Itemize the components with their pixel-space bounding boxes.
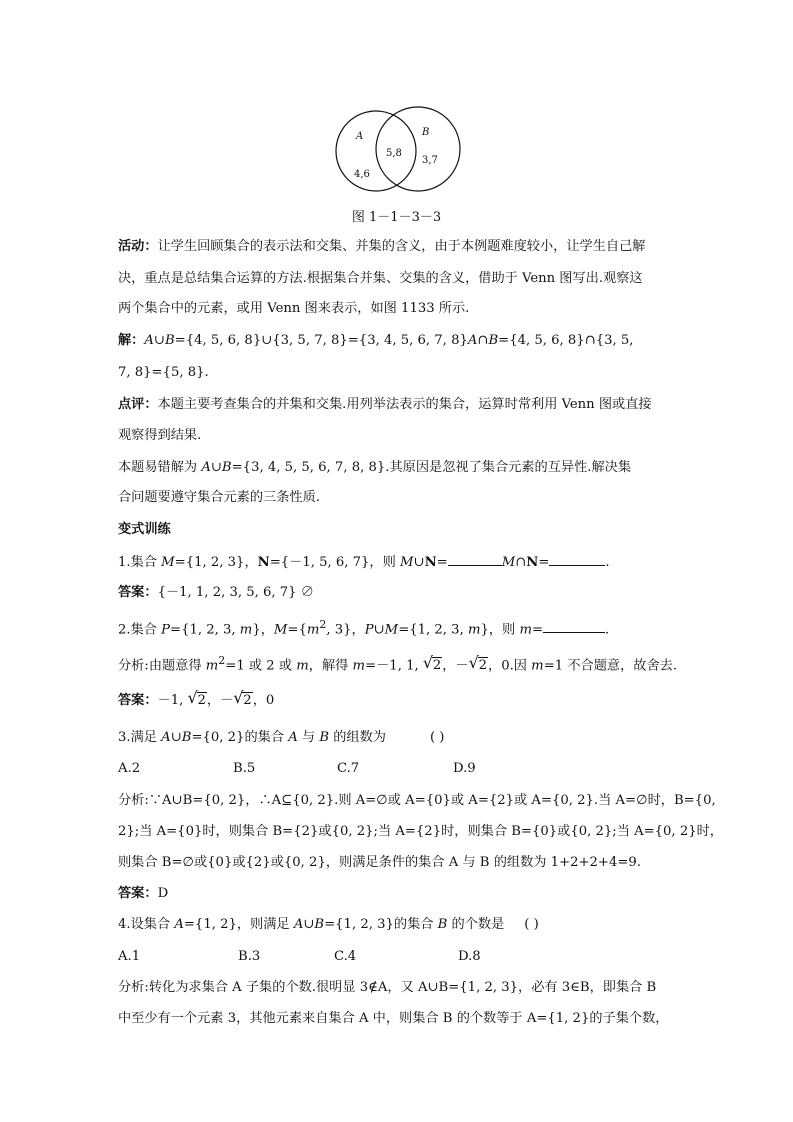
error-note-line-1 — [118, 459, 678, 477]
options-3 — [118, 760, 678, 778]
var-a: A — [288, 730, 298, 745]
union-result: ={4, 5, 6, 8}∪{3, 5, 7, 8}={3, 4, 5, 6, 7, 8} — [174, 333, 468, 348]
analysis-3-line-3: 则集合 B=∅或{0}或{2}或{0, 2}，则满足条件的集合 A 与 B 的组数为 1+2+2+4=9. — [118, 855, 641, 870]
analysis-3-line-2: 2};当 A={0}时，则集合 B={2}或{0, 2};当 A={2}时，则集合 B={0}或{0, 2};当 A={0, 2}时， — [118, 824, 723, 839]
analysis-3-line-1: 分析:∵A∪B={0, 2}，∴A⊆{0, 2}.则 A=∅或 A={0}或 A={2}或 A={0, 2}.当 A=∅时，B={0, — [118, 793, 716, 808]
q2-text: }， — [252, 622, 274, 638]
var-b: B — [488, 333, 499, 348]
period: . — [605, 555, 610, 570]
option-a: A.2 — [118, 761, 141, 776]
comment-label: 点评： — [118, 397, 158, 412]
sqrt-2: √ 2 — [468, 653, 488, 674]
comment-line-2: 观察得到结果. — [118, 428, 202, 443]
option-c: C.4 — [334, 949, 357, 964]
var-p: P — [161, 622, 171, 638]
q2-text: ={1, 2, 3, — [398, 622, 468, 638]
analysis-text: =1 不合题意，故舍去. — [543, 658, 678, 674]
union-symbol: ∪ — [170, 730, 182, 745]
option-d: D.8 — [458, 949, 481, 964]
a-only-elements: 4,6 — [354, 169, 370, 180]
q4-text: 4.设集合 — [118, 917, 175, 932]
var-b: B — [181, 730, 192, 745]
radicand: 2 — [432, 658, 442, 674]
var-a: A — [293, 917, 304, 932]
var-m: M — [161, 555, 175, 570]
var-m: m — [205, 658, 219, 674]
analysis-text: 分析:由题意得 — [118, 658, 206, 674]
var-b: B — [319, 730, 330, 745]
var-a: A — [201, 460, 211, 475]
analysis-text: ，解得 — [308, 658, 353, 674]
q4-text: ={1, 2, 3}的集合 — [324, 917, 438, 932]
set-a-label: A — [356, 131, 364, 142]
answer-1 — [118, 584, 678, 602]
sqrt-2: √ 2 — [422, 653, 442, 674]
union-symbol: ∪ — [373, 622, 385, 638]
analysis-2 — [118, 652, 678, 675]
answer-text: {－1, 1, 2, 3, 5, 6, 7} ∅ — [157, 585, 314, 600]
var-p: P — [364, 622, 374, 638]
var-a: A — [174, 917, 184, 932]
var-m: m — [296, 658, 309, 674]
answer-blank — [549, 553, 605, 566]
var-b: B — [164, 333, 175, 348]
set-b-label: B — [422, 127, 430, 138]
option-d: D.9 — [453, 761, 476, 776]
radicand: 2 — [478, 658, 488, 674]
var-m: M — [400, 555, 414, 570]
equals: = — [538, 555, 550, 570]
error-note-text: ={3, 4, 5, 5, 6, 7, 8, 8}.其原因是忽视了集合元素的互异性.解决集 — [231, 460, 632, 475]
exponent: 2 — [218, 654, 226, 667]
union-symbol: ∪ — [210, 460, 222, 475]
radicand: 2 — [197, 693, 206, 708]
var-n: N — [526, 555, 539, 570]
question-4 — [118, 916, 678, 934]
union-symbol: ∪ — [413, 555, 425, 570]
intersection-symbol: ∩ — [477, 333, 489, 348]
q1-text: ={1, 2, 3}， — [174, 555, 258, 570]
var-n: N — [257, 555, 270, 570]
answer-label: 答案： — [118, 886, 158, 901]
answer-2 — [118, 688, 678, 710]
answer-paren: ( ) — [524, 917, 539, 932]
comment-text-1: 本题主要考查集合的并集和交集.用列举法表示的集合，运算时常利用 Venn 图或直接 — [157, 397, 652, 412]
var-a: A — [467, 333, 478, 348]
q2-text: 2.集合 — [118, 622, 162, 638]
q3-text: 与 — [297, 730, 320, 745]
venn-diagram — [330, 105, 466, 195]
answer-3 — [118, 885, 678, 903]
comment-line-1 — [118, 396, 678, 414]
sqrt-2: √ 2 — [187, 688, 206, 708]
q3-text: 3.满足 — [118, 730, 162, 745]
exponent: 2 — [319, 618, 327, 631]
q2-text: }，则 — [480, 622, 520, 638]
q4-text: ={1, 2}，则满足 — [183, 917, 294, 932]
activity-line-2: 决，重点是总结集合运算的方法.根据集合并集、交集的含义，借助于 Venn 图写出.观察这 — [118, 271, 643, 286]
union-symbol: ∪ — [303, 917, 315, 932]
b-only-elements: 3,7 — [422, 155, 438, 166]
q4-text: 的个数是 — [447, 917, 505, 932]
venn-diagram-svg — [330, 105, 466, 195]
period: . — [605, 622, 610, 638]
answer-blank — [543, 620, 605, 633]
var-a: A — [161, 730, 171, 745]
q2-text: ={1, 2, 3, — [170, 622, 240, 638]
activity-label: 活动： — [118, 239, 158, 254]
answer-text: －1, — [157, 693, 188, 708]
equals: = — [531, 622, 544, 638]
q1-text: ={－1, 5, 6, 7}，则 — [269, 555, 401, 570]
solution-label: 解： — [118, 333, 145, 348]
sqrt-2: √ 2 — [233, 688, 252, 708]
answer-text: D — [157, 886, 169, 901]
var-m: m — [352, 658, 366, 674]
q1-text: 1.集合 — [118, 555, 162, 570]
answer-blank — [448, 553, 502, 566]
intersection-elements: 5,8 — [386, 148, 402, 159]
answer-text: ，0 — [252, 693, 275, 708]
activity-line-1 — [118, 238, 678, 256]
var-m: m — [467, 622, 481, 638]
option-a: A.1 — [118, 949, 141, 964]
var-b: B — [221, 460, 232, 475]
option-b: B.5 — [233, 761, 256, 776]
analysis-4-line-2: 中至少有一个元素 3，其他元素来自集合 A 中，则集合 B 的个数等于 A={1, 2}的子集个数， — [118, 1011, 669, 1026]
q2-text: , 3}， — [326, 622, 365, 638]
var-a: A — [144, 333, 154, 348]
solution-line-1 — [118, 332, 678, 350]
analysis-text: =1 或 2 或 — [225, 658, 297, 674]
var-m: M — [501, 555, 516, 570]
question-3 — [118, 729, 678, 747]
activity-text-1: 让学生回顾集合的表示法和交集、并集的含义，由于本例题难度较小，让学生自己解 — [157, 239, 646, 254]
equals: = — [436, 555, 448, 570]
solution-line-2: 7, 8}={5, 8}. — [118, 365, 209, 380]
q3-text: ={0, 2}的集合 — [191, 730, 289, 745]
figure-caption: 图 1－1－3－3 — [351, 210, 442, 225]
var-n: N — [424, 555, 437, 570]
activity-line-3: 两个集合中的元素，或用 Venn 图来表示，如图 1133 所示. — [118, 301, 470, 316]
var-b: B — [437, 917, 448, 932]
options-4 — [118, 948, 678, 966]
q2-text: ={ — [287, 622, 307, 638]
analysis-text: =－1, 1, — [365, 658, 423, 674]
question-1 — [118, 553, 678, 572]
var-m: m — [519, 622, 532, 638]
var-m: M — [384, 622, 399, 638]
answer-label: 答案： — [118, 693, 158, 708]
option-c: C.7 — [337, 761, 360, 776]
union-symbol: ∪ — [153, 333, 165, 348]
intersection-symbol: ∩ — [515, 555, 527, 570]
question-2 — [118, 616, 678, 639]
intersection-expr: ={4, 5, 6, 8}∩{3, 5, — [498, 333, 634, 348]
answer-text: ，－ — [206, 693, 234, 708]
section-title: 变式训练 — [118, 522, 171, 537]
var-m: m — [531, 658, 544, 674]
answer-paren: ( ) — [429, 730, 445, 745]
var-b: B — [314, 917, 325, 932]
var-m: m — [239, 622, 253, 638]
var-m: M — [273, 622, 288, 638]
analysis-text: ，0.因 — [488, 658, 532, 674]
analysis-text: ，－ — [442, 658, 469, 674]
answer-label: 答案： — [118, 585, 158, 600]
radicand: 2 — [243, 693, 252, 708]
var-m: m — [306, 622, 320, 638]
q3-text: 的组数为 — [329, 730, 386, 745]
error-note-text: 本题易错解为 — [118, 460, 202, 475]
error-note-line-2: 合问题要遵守集合元素的三条性质. — [118, 490, 321, 505]
option-b: B.3 — [238, 949, 261, 964]
analysis-4-line-1: 分析:转化为求集合 A 子集的个数.很明显 3∉A，又 A∪B={1, 2, 3}，必有 3∈B，即集合 B — [118, 980, 657, 995]
